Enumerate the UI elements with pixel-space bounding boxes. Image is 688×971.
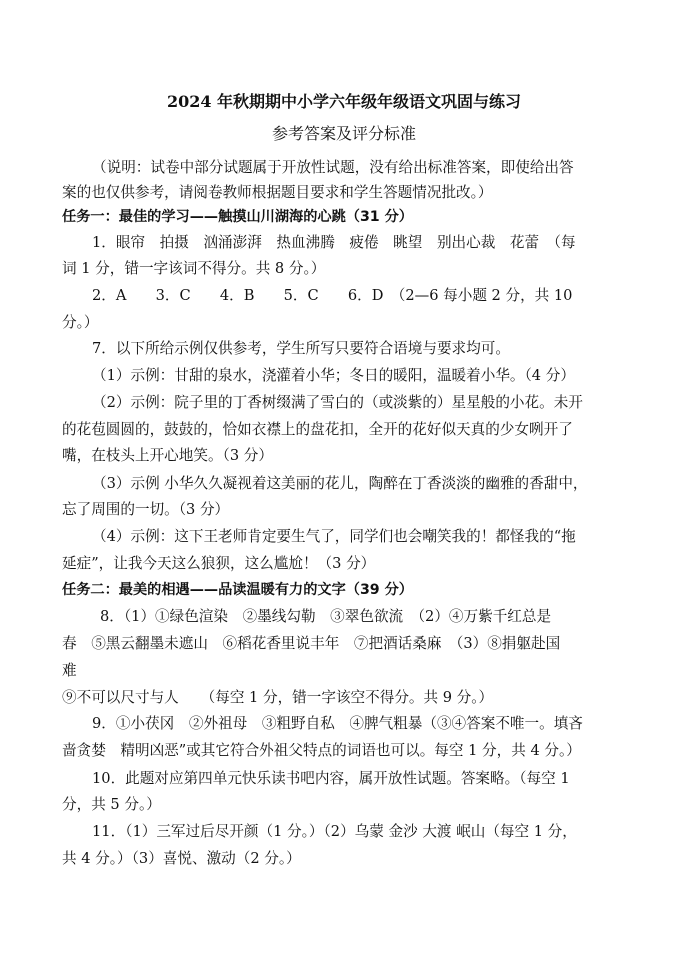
q7-part-3-line-1: （3）示例 小华久久凝视着这美丽的花儿，陶醉在丁香淡淡的幽雅的香甜中， — [92, 475, 588, 492]
note-line-1: （说明：试卷中部分试题属于开放性试题，没有给出标准答案，即使给出答 — [92, 159, 574, 176]
q8-line-4: ⑨不可以尺寸与人 （每空 1 分，错一字该空不得分。共 9 分。） — [62, 689, 494, 706]
note-line-2: 案的也仅供参考，请阅卷教师根据题目要求和学生答题情况批改。） — [62, 184, 493, 201]
q11-line-2: 共 4 分。）（3）喜悦、激动（2 分。） — [62, 850, 301, 867]
q2-6-line-2: 分。） — [62, 314, 99, 331]
q10-line-1: 10．此题对应第四单元快乐读书吧内容，属开放性试题。答案略。（每空 1 — [92, 770, 570, 787]
q7-part-3-line-2: 忘了周围的一切。（3 分） — [62, 501, 230, 518]
q8-line-2: 春 ⑤黑云翻墨未遮山 ⑥稻花香里说丰年 ⑦把酒话桑麻 （3）⑧捐躯赴国 — [62, 635, 561, 652]
q9-line-2: 啬贪婪 精明凶恶”或其它符合外祖父特点的词语也可以。每空 1 分，共 4 分。） — [62, 742, 581, 759]
q2-6-line-1: 2．A 3．C 4．B 5．C 6．D （2—6 每小题 2 分，共 10 — [92, 287, 573, 304]
q1-line-2: 词 1 分，错一字该词不得分。共 8 分。） — [62, 260, 326, 277]
task1-heading: 任务一：最佳的学习——触摸山川湖海的心跳（31 分） — [62, 209, 413, 225]
q7-part-2-line-2: 的花苞圆圆的，鼓鼓的，恰如衣襟上的盘花扣，全开的花好似天真的少女咧开了 — [62, 421, 573, 438]
document-title: 2024 年秋期期中小学六年级年级语文巩固与练习 — [166, 92, 522, 111]
q8-line-3: 难 — [62, 662, 77, 679]
q8-line-1: 8．（1）①绿色渲染 ②墨线勾勒 ③翠色欲流 （2）④万紫千红总是 — [100, 608, 552, 625]
q11-line-1: 11．（1）三军过后尽开颜（1 分。）（2）乌蒙 金沙 大渡 岷山（每空 1 分， — [92, 823, 577, 840]
document-subtitle: 参考答案及评分标准 — [271, 124, 416, 143]
q7-part-2-line-3: 嘴，在枝头上开心地笑。（3 分） — [62, 447, 273, 464]
task2-heading: 任务二：最美的相遇——品读温暖有力的文字（39 分） — [62, 582, 413, 598]
q7-part-4-line-2: 延症”，让我今天这么狼狈，这么尴尬！（3 分） — [62, 555, 376, 572]
q1-line-1: 1．眼帘 拍摄 汹涌澎湃 热血沸腾 疲倦 眺望 别出心裁 花蕾 （每 — [92, 234, 576, 251]
q7-part-4-line-1: （4）示例：这下王老师肯定要生气了，同学们也会嘲笑我的！都怪我的“拖 — [92, 528, 576, 545]
q9-line-1: 9．①小茯冈 ②外祖母 ③粗野自私 ④脾气粗暴（③④答案不唯一。填吝 — [92, 715, 583, 732]
q7-part-1: （1）示例：甘甜的泉水，浇灌着小华；冬日的暖阳，温暖着小华。（4 分） — [92, 367, 575, 384]
q7-intro: 7．以下所给示例仅供参考，学生所写只要符合语境与要求均可。 — [92, 340, 510, 357]
q7-part-2-line-1: （2）示例：院子里的丁香树缀满了雪白的（或淡紫的）星星般的小花。未开 — [92, 394, 583, 411]
q10-line-2: 分，共 5 分。） — [62, 796, 161, 813]
